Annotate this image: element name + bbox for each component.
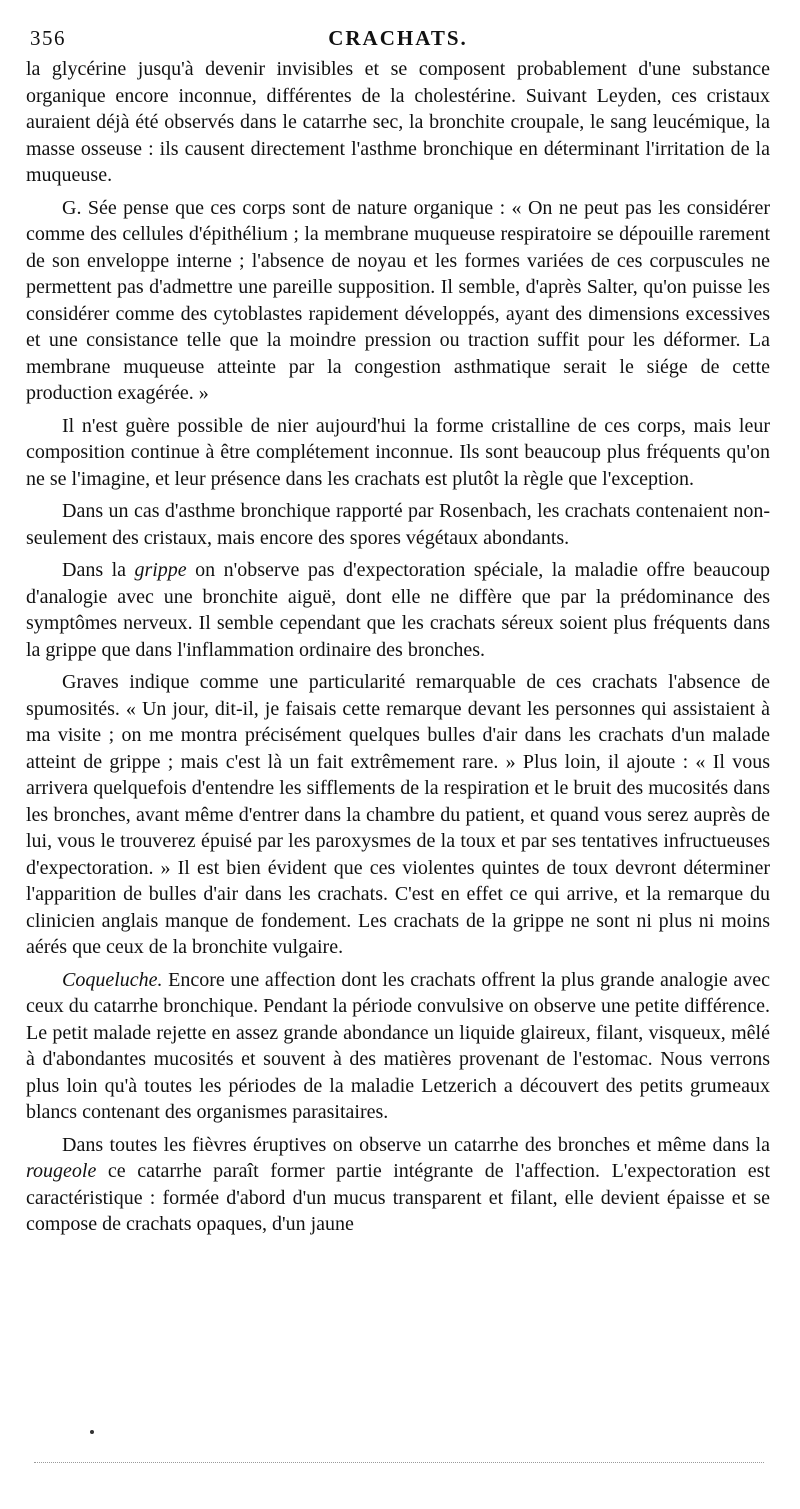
italic-term: Coqueluche. xyxy=(62,968,163,991)
paragraph xyxy=(26,967,770,1126)
paragraph xyxy=(26,498,770,551)
paragraph xyxy=(26,557,770,663)
text-run: Dans toutes les fièvres éruptives on observe un catarrhe des bronches et même dans la xyxy=(62,1133,770,1156)
text-run: ce catarrhe paraît former partie intégrante de l'affection. L'expectoration est caractéristique : formée d'abord d'un mucus transparent et filant, elle devient épaisse et se compose de crachats opaques, d'un jaune xyxy=(26,1160,770,1235)
text-run: G. Sée pense que ces corps sont de nature organique : « On ne peut pas les considérer comme des cellules d'épithélium ; la membrane muqueuse respiratoire se dépouille rarement de son enveloppe interne ; l'absence de noyau et les formes variées de ces corpuscules ne permettent pas d'admettre une pareille supposition. Il semble, d'après Salter, qu'on puisse les considérer comme des cytoblastes rapidement développés, ayant des dimensions excessives et une consistance telle que la moindre pression ou traction suffit pour les déformer. La membrane muqueuse atteinte par la congestion asthmatique serait le siége de cette production exagérée. » xyxy=(26,196,770,404)
text-run: on n'observe pas d'expectoration spéciale, la maladie offre beaucoup d'analogie avec une bronchite aiguë, dont elle ne diffère que par la prédominance des symptômes nerveux. Il semble cependant que les crachats séreux soient plus fréquents dans la grippe que dans l'inflammation ordinaire des bronches. xyxy=(26,559,770,661)
printer-speck xyxy=(90,1430,94,1434)
paragraph xyxy=(26,669,770,961)
paragraph xyxy=(26,413,770,493)
text-run: Dans la xyxy=(62,559,135,581)
text-run: Encore une affection dont les crachats offrent la plus grande analogie avec ceux du catarrhe bronchique. Pendant la période convulsive on observe une petite différence. Le petit malade rejette en assez grande abondance un liquide glaireux, filant, visqueux, mêlé à d'abondantes mucosités et souvent à des matières provenant de l'estomac. Nous verrons plus loin qu'à toutes les périodes de la maladie Letzerich a découvert des petits grumeaux blancs contenant des organismes parasitaires. xyxy=(26,968,770,1123)
italic-term: rougeole xyxy=(26,1160,97,1182)
italic-term: grippe xyxy=(134,559,187,581)
text-run: Graves indique comme une particularité remarquable de ces crachats l'absence de spumosités. « Un jour, dit-il, je faisais cette remarque devant les personnes qui assistaient à ma visite ; on me montra précisément quelques bulles d'air dans les crachats d'un malade atteint de grippe ; mais c'est là un fait extrêmement rare. » Plus loin, il ajoute : « Il vous arrivera quelquefois d'entendre les sifflements de la respiration et le bruit des mucosités dans les bronches, avant même d'entrer dans la chambre du patient, et quand vous serez auprès de lui, vous le trouverez épuisé par les paroxysmes de la toux et par ses tentatives infructueuses d'expectoration. » Il est bien évident que ces violentes quintes de toux devront déterminer l'apparition de bulles d'air dans les crachats. C'est en effet ce qui arrive, et la remarque du clinicien anglais manque de fondement. Les crachats de la grippe ne sont ni plus ni moins aérés que ceux de la bronchite vulgaire. xyxy=(26,671,770,958)
footer-rule xyxy=(34,1462,764,1463)
text-run: Il n'est guère possible de nier aujourd'hui la forme cristalline de ces corps, mais leur composition continue à être complétement inconnue. Ils sont beaucoup plus fréquents qu'on ne se l'imagine, et leur présence dans les crachats est plutôt la règle que l'exception. xyxy=(26,414,770,490)
body-text xyxy=(26,56,770,1238)
paragraph xyxy=(26,56,770,189)
running-head: CRACHATS. xyxy=(328,26,468,50)
text-run: Dans un cas d'asthme bronchique rapporté par Rosenbach, les crachats contenaient non-seulement des cristaux, mais encore des spores végétaux abondants. xyxy=(26,500,770,549)
page-header xyxy=(26,26,770,56)
paragraph xyxy=(26,195,770,407)
page xyxy=(26,26,770,1238)
text-run: la glycérine jusqu'à devenir invisibles et se composent probablement d'une substance organique encore inconnue, différentes de la cholestérine. Suivant Leyden, ces cristaux auraient déjà été observés dans le catarrhe sec, la bronchite croupale, le sang leucémique, la masse osseuse : ils causent directement l'asthme bronchique en déterminant l'irritation de la muqueuse. xyxy=(26,58,770,186)
page-number: 356 xyxy=(30,26,66,50)
paragraph xyxy=(26,1132,770,1238)
